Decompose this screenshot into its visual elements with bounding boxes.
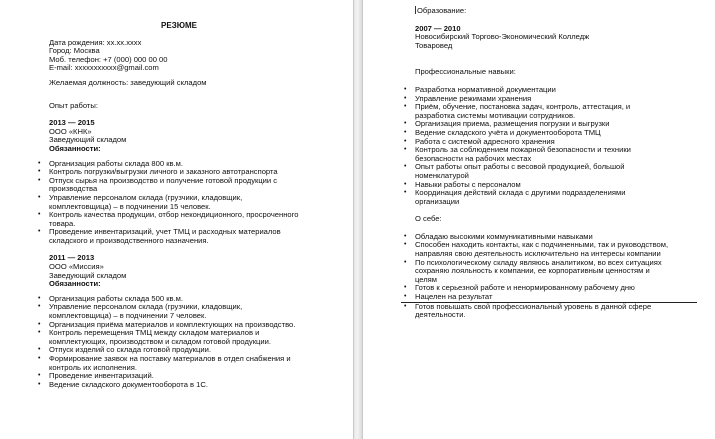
- job-company: ООО «Миссия»: [49, 262, 104, 272]
- list-item-text: номенклатурой: [415, 170, 469, 180]
- list-item-text: Обладаю высокими коммуникативными навыками: [415, 231, 593, 241]
- list-item: [38, 354, 349, 372]
- list-item-text: производства: [49, 184, 98, 194]
- bullet-icon: •: [404, 85, 407, 93]
- skills-list: [404, 84, 705, 206]
- skills-heading: Профессиональные навыки:: [415, 67, 516, 77]
- about-heading: О себе:: [415, 214, 442, 224]
- education-institution: Новосибирский Торгово-Экономический Колледж: [415, 32, 590, 42]
- bullet-icon: •: [38, 193, 41, 201]
- job-entry: [38, 118, 349, 245]
- list-item-text: Приём, обучение, постановка задач, контроль, аттестация, и: [415, 102, 631, 112]
- list-item: [38, 175, 349, 194]
- list-item: [38, 210, 349, 228]
- bullet-icon: •: [404, 293, 407, 301]
- list-item-text: Отпуск сырья на производство и получение готовой продукции с: [49, 175, 278, 185]
- list-item-text: безопасности на рабочих местах: [415, 153, 532, 163]
- list-item-text: Контроль перемещения ТМЦ между складом материалов и: [49, 328, 260, 338]
- bullet-icon: •: [404, 241, 407, 249]
- birth-date: Дата рождения: xx.xx.xxxx: [49, 37, 142, 47]
- list-item-text: Проведение инвентаризаций.: [49, 371, 154, 381]
- list-item-text: Работа с системой адресного хранения: [415, 136, 555, 146]
- bullet-icon: •: [404, 146, 407, 154]
- experience-heading: Опыт работы:: [49, 100, 98, 110]
- list-item-text: Разработка нормативной документации: [415, 84, 556, 94]
- list-item-text: Способен находить контакты, как с подчиненными, так и руководством,: [415, 240, 669, 250]
- list-item-text: Проведение инвентаризаций, учет ТМЦ и расходных материалов: [49, 227, 281, 237]
- duties-label: Обязанности:: [49, 143, 101, 153]
- list-item-text: контроль их исполнения.: [49, 362, 137, 372]
- list-item-text: Управление персоналом склада (грузчики, кладовщик,: [49, 192, 243, 202]
- list-item-text: комплектовщица) – в подчинении 7 человек.: [49, 311, 207, 321]
- bullet-icon: •: [38, 303, 41, 311]
- bullet-icon: •: [404, 137, 407, 145]
- page-gutter: [353, 0, 363, 439]
- bullet-icon: •: [404, 128, 407, 136]
- duties-label: Обязанности:: [49, 279, 101, 289]
- list-item-text: сохраняю лояльность к компании, ее корпоративным ценностям и: [415, 266, 650, 276]
- list-item: [404, 257, 705, 285]
- list-item: [38, 302, 349, 321]
- duties-list: [38, 158, 349, 246]
- text-cursor: [415, 6, 416, 14]
- list-item-text: Управление персоналом склада (грузчики, кладовщик,: [49, 302, 243, 312]
- bullet-icon: •: [38, 176, 41, 184]
- bullet-icon: •: [404, 232, 407, 240]
- education-period: 2007 — 2010: [415, 23, 461, 33]
- bullet-icon: •: [404, 302, 407, 310]
- job-period: 2013 — 2015: [49, 118, 95, 128]
- phone: Моб. телефон: +7 (000) 000 00 00: [49, 54, 168, 64]
- bullet-icon: •: [38, 329, 41, 337]
- bullet-icon: •: [38, 346, 41, 354]
- list-item-text: Опыт работы опыт работы с весовой продукцией, большой: [415, 162, 625, 172]
- list-item: [404, 240, 705, 259]
- document-page-left: [0, 0, 353, 439]
- job-position: Заведующий складом: [49, 270, 127, 280]
- job-entry: [38, 253, 349, 389]
- list-item-text: Организация приёма материалов и комплектующих на производство.: [49, 319, 296, 329]
- list-item-text: Организация приема, размещения погрузки и выгрузки: [415, 119, 610, 129]
- document-page-right: [363, 0, 715, 439]
- email: E-mail: xxxxxxxxxxx@gmail.com: [49, 63, 159, 73]
- list-item-text: направляя свою деятельность исключительно на интересы компании: [415, 249, 661, 259]
- list-item-text: Ведение складского учёта и документооборота ТМЦ: [415, 127, 601, 137]
- bullet-icon: •: [38, 159, 41, 167]
- list-item-text: целям: [415, 274, 437, 284]
- list-item: [404, 145, 705, 163]
- list-item: [404, 102, 705, 120]
- desired-position: Желаемая должность: заведующий складом: [49, 77, 207, 87]
- list-item-text: Готов к серьезной работе и ненормированному рабочему дню: [415, 283, 635, 293]
- bullet-icon: •: [38, 294, 41, 302]
- job-position: Заведующий складом: [49, 135, 127, 145]
- bullet-icon: •: [38, 380, 41, 388]
- list-item-text: складского и производственного назначения.: [49, 235, 209, 245]
- list-item-text: Организация работы склада 800 кв.м.: [49, 158, 184, 168]
- resume-title: РЕЗЮМЕ: [161, 21, 197, 30]
- bullet-icon: •: [404, 180, 407, 188]
- about-list: [404, 231, 705, 320]
- list-item-text: Ведение складского документооборота в 1С.: [49, 379, 208, 389]
- list-item-text: Организация работы склада 500 кв.м.: [49, 293, 184, 303]
- bullet-icon: •: [404, 258, 407, 266]
- list-item-text: Нацелен на результат: [415, 292, 493, 302]
- list-item: [404, 292, 705, 302]
- list-item-text: Контроль качества продукции, отбор некондиционного, просроченного: [49, 210, 299, 220]
- list-item-text: По психологическому складу являюсь аналитиком, во всех ситуациях: [415, 257, 662, 267]
- list-item-text: Управление режимами хранения: [415, 93, 532, 103]
- bullet-icon: •: [404, 94, 407, 102]
- list-item: [404, 188, 705, 206]
- bullet-icon: •: [38, 320, 41, 328]
- bullet-icon: •: [38, 211, 41, 219]
- list-item-text: Контроль погрузки/выгрузки личного и заказного автотранспорта: [49, 167, 278, 177]
- list-item: [38, 192, 349, 211]
- list-item-text: деятельности.: [415, 310, 466, 320]
- bullet-icon: •: [38, 168, 41, 176]
- bullet-icon: •: [38, 228, 41, 236]
- city: Город: Москва: [49, 46, 100, 56]
- education-specialty: Товаровед: [415, 40, 453, 50]
- list-item: [38, 227, 349, 245]
- job-company: ООО «КНК»: [49, 126, 92, 136]
- list-item-text: Отпуск изделий со склада готовой продукции.: [49, 345, 211, 355]
- job-period: 2011 — 2013: [49, 253, 95, 263]
- list-item-text: организации: [415, 196, 460, 206]
- page-left-content: [38, 21, 349, 389]
- list-item: [404, 162, 705, 180]
- bullet-icon: •: [38, 355, 41, 362]
- list-item: [38, 379, 349, 390]
- bullet-icon: •: [404, 120, 407, 128]
- bullet-icon: •: [404, 103, 407, 111]
- list-item: [38, 328, 349, 346]
- list-item-text: разработка системы мотивации сотрудников.: [415, 110, 576, 120]
- duties-list: [38, 293, 349, 390]
- education-heading: [415, 6, 705, 16]
- list-item-text: комплектующих, производством и складом готовой продукции.: [49, 336, 271, 346]
- bullet-icon: •: [404, 284, 407, 292]
- list-item-text: Навыки работы с персоналом: [415, 179, 521, 189]
- bullet-icon: •: [404, 189, 407, 197]
- list-item-text: Координация действий склада с другими подразделениями: [415, 188, 626, 198]
- list-item-text: товара.: [49, 218, 76, 228]
- list-item-text: комплектовщица) – в подчинении 15 человек.: [49, 201, 211, 211]
- list-item-text: Формирование заявок на поставку материалов в отдел снабжения и: [49, 354, 291, 363]
- education-heading-text: Образование:: [417, 6, 467, 15]
- bullet-icon: •: [38, 372, 41, 380]
- bullet-icon: •: [404, 163, 407, 171]
- list-item: [404, 301, 705, 320]
- page-right-content: [404, 6, 705, 320]
- list-item-text: Контроль за соблюдением пожарной безопасности и техники: [415, 145, 631, 155]
- list-item-text: Готов повышать свой профессиональный уровень в данной сфере: [415, 301, 652, 311]
